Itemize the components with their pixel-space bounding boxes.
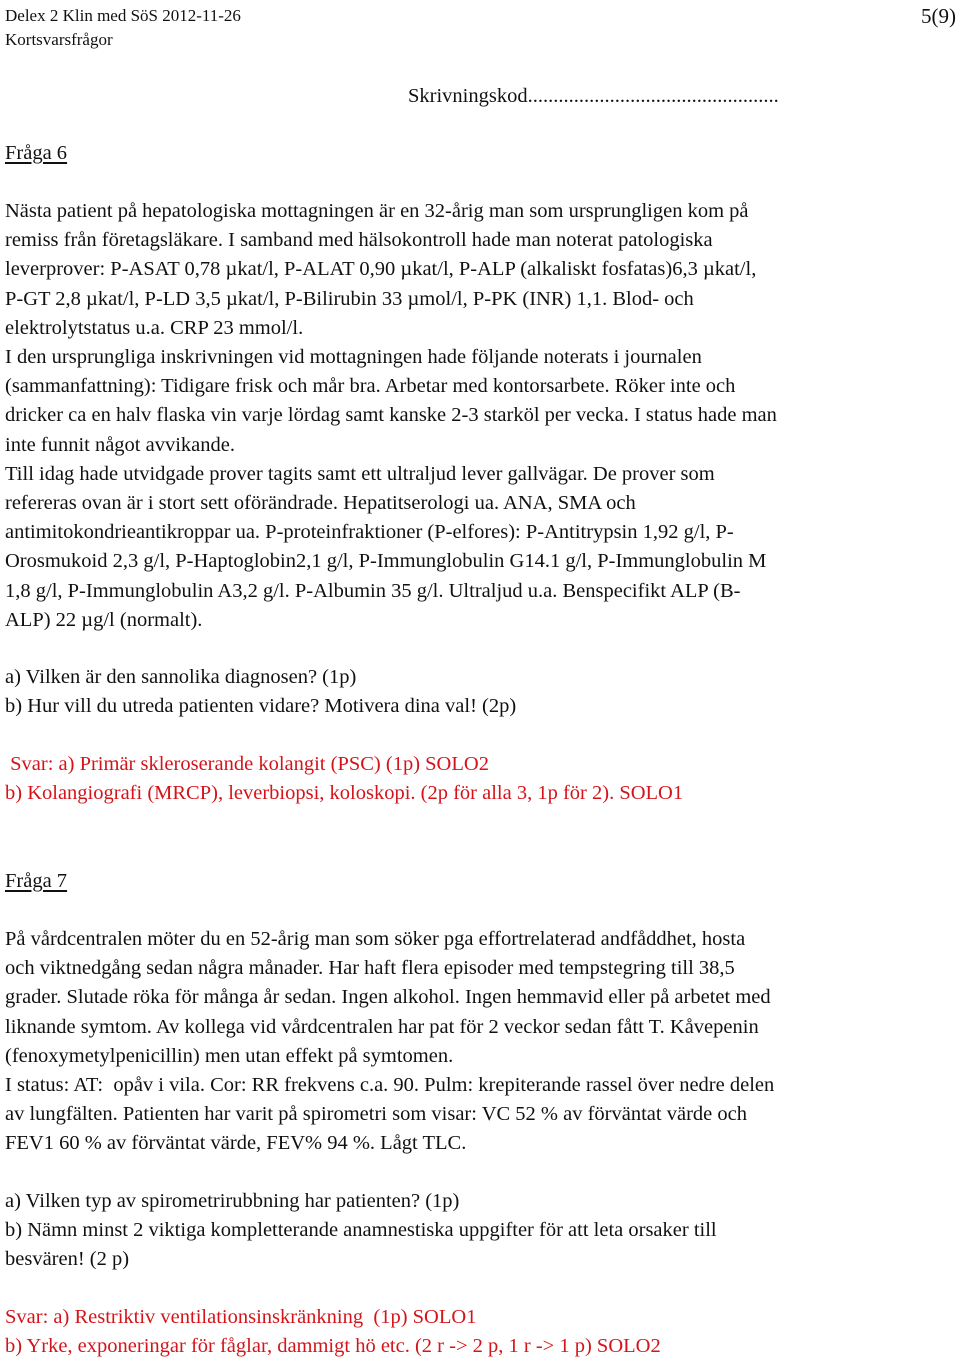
question-6-heading: Fråga 6 xyxy=(5,142,68,164)
question-6-line: I den ursprungliga inskrivningen vid mottagningen hade följande noterats i journalen xyxy=(5,346,702,369)
question-6-line: Nästa patient på hepatologiska mottagningen är en 32-årig man som ursprungligen kom på xyxy=(5,200,749,222)
answer-6-b: b) Kolangiografi (MRCP), leverbiopsi, koloskopi. (2p för alla 3, 1p för 2). SOLO1 xyxy=(5,782,684,805)
question-6-line: refereras ovan är i stort sett oförändrade. Hepatitserologi ua. ANA, SMA och xyxy=(5,492,636,515)
question-6-line: leverprover: P-ASAT 0,78 µkat/l, P-ALAT 0,90 µkat/l, P-ALP (alkaliskt fosfatas)6,3 µkat/l, xyxy=(5,258,757,281)
question-7-heading: Fråga 7 xyxy=(5,870,68,892)
question-6-body xyxy=(5,197,960,635)
question-7-line: grader. Slutade röka för många år sedan. Ingen alkohol. Ingen hemmavid eller på arbetet med xyxy=(5,986,771,1009)
question-6-line: (sammanfattning): Tidigare frisk och mår bra. Arbetar med kontorsarbete. Röker inte och xyxy=(5,375,736,398)
question-6-subquestions xyxy=(5,663,960,721)
question-6-line: inte funnit något avvikande. xyxy=(5,433,235,456)
question-7-line: I status: AT: opåv i vila. Cor: RR frekvens c.a. 90. Pulm: krepiterande rassel över nedre delen xyxy=(5,1074,775,1097)
question-7-line: av lungfälten. Patienten har varit på spirometri som visar: VC 52 % av förväntat värde och xyxy=(5,1103,747,1126)
question-7-body xyxy=(5,925,960,1159)
question-6-line: P-GT 2,8 µkat/l, P-LD 3,5 µkat/l, P-Bilirubin 33 µmol/l, P-PK (INR) 1,1. Blod- och xyxy=(5,287,694,310)
question-6-line: 1,8 g/l, P-Immunglobulin A3,2 g/l. P-Albumin 35 g/l. Ultraljud u.a. Benspecifikt ALP (B- xyxy=(5,579,741,602)
answer-6-a: Svar: a) Primär skleroserande kolangit (PSC) (1p) SOLO2 xyxy=(5,753,489,775)
question-7-b-continued: besvären! (2 p) xyxy=(5,1248,130,1271)
question-6-a: a) Vilken är den sannolika diagnosen? (1p) xyxy=(5,666,357,688)
answer-7-a: Svar: a) Restriktiv ventilationsinskränkning (1p) SOLO1 xyxy=(5,1306,477,1328)
writing-code-label: Skrivningskod................................................. xyxy=(408,85,779,107)
document-title: Delex 2 Klin med SöS 2012-11-26 xyxy=(5,6,241,25)
page-number: 5(9) xyxy=(921,4,956,28)
answer-7-b: b) Yrke, exponeringar för fåglar, dammigt hö etc. (2 r -> 2 p, 1 r -> 1 p) SOLO2 xyxy=(5,1335,661,1358)
document-subtitle: Kortsvarsfrågor xyxy=(5,30,113,49)
question-6-line: remiss från företagsläkare. I samband med hälsokontroll hade man noterat patologiska xyxy=(5,229,713,252)
question-7-subquestions xyxy=(5,1187,960,1275)
question-6-line: antimitokondrieantikroppar ua. P-proteinfraktioner (P-elfores): P-Antitrypsin 1,92 g/l, P- xyxy=(5,521,734,544)
question-7-line: och viktnedgång sedan några månader. Har haft flera episoder med tempstegring till 38,5 xyxy=(5,957,735,980)
question-6-line: ALP) 22 µg/l (normalt). xyxy=(5,608,203,631)
question-6-line: Till idag hade utvidgade prover tagits samt ett ultraljud lever gallvägar. De prover som xyxy=(5,462,715,485)
question-7-line: På vårdcentralen möter du en 52-årig man som söker pga effortrelaterad andfåddhet, hosta xyxy=(5,928,746,950)
question-7-line: (fenoxymetylpenicillin) men utan effekt på symtomen. xyxy=(5,1044,454,1067)
question-6-line: elektrolytstatus u.a. CRP 23 mmol/l. xyxy=(5,316,304,339)
question-6-answer xyxy=(5,750,960,808)
question-7-a: a) Vilken typ av spirometrirubbning har patienten? (1p) xyxy=(5,1190,460,1212)
question-6-line: Orosmukoid 2,3 g/l, P-Haptoglobin2,1 g/l, P-Immunglobulin G14.1 g/l, P-Immunglobulin M xyxy=(5,550,767,573)
question-6-b: b) Hur vill du utreda patienten vidare? Motivera dina val! (2p) xyxy=(5,695,517,718)
question-7-line: FEV1 60 % av förväntat värde, FEV% 94 %. Lågt TLC. xyxy=(5,1132,467,1155)
question-7-answer xyxy=(5,1303,960,1361)
question-6-line: dricker ca en halv flaska vin varje lördag samt kanske 2-3 starköl per vecka. I status hade man xyxy=(5,404,777,427)
question-7-b: b) Nämn minst 2 viktiga kompletterande anamnestiska uppgifter för att leta orsaker till xyxy=(5,1219,717,1242)
question-7-line: liknande symtom. Av kollega vid vårdcentralen har pat för 2 veckor sedan fått T. Kåvepenin xyxy=(5,1015,759,1038)
